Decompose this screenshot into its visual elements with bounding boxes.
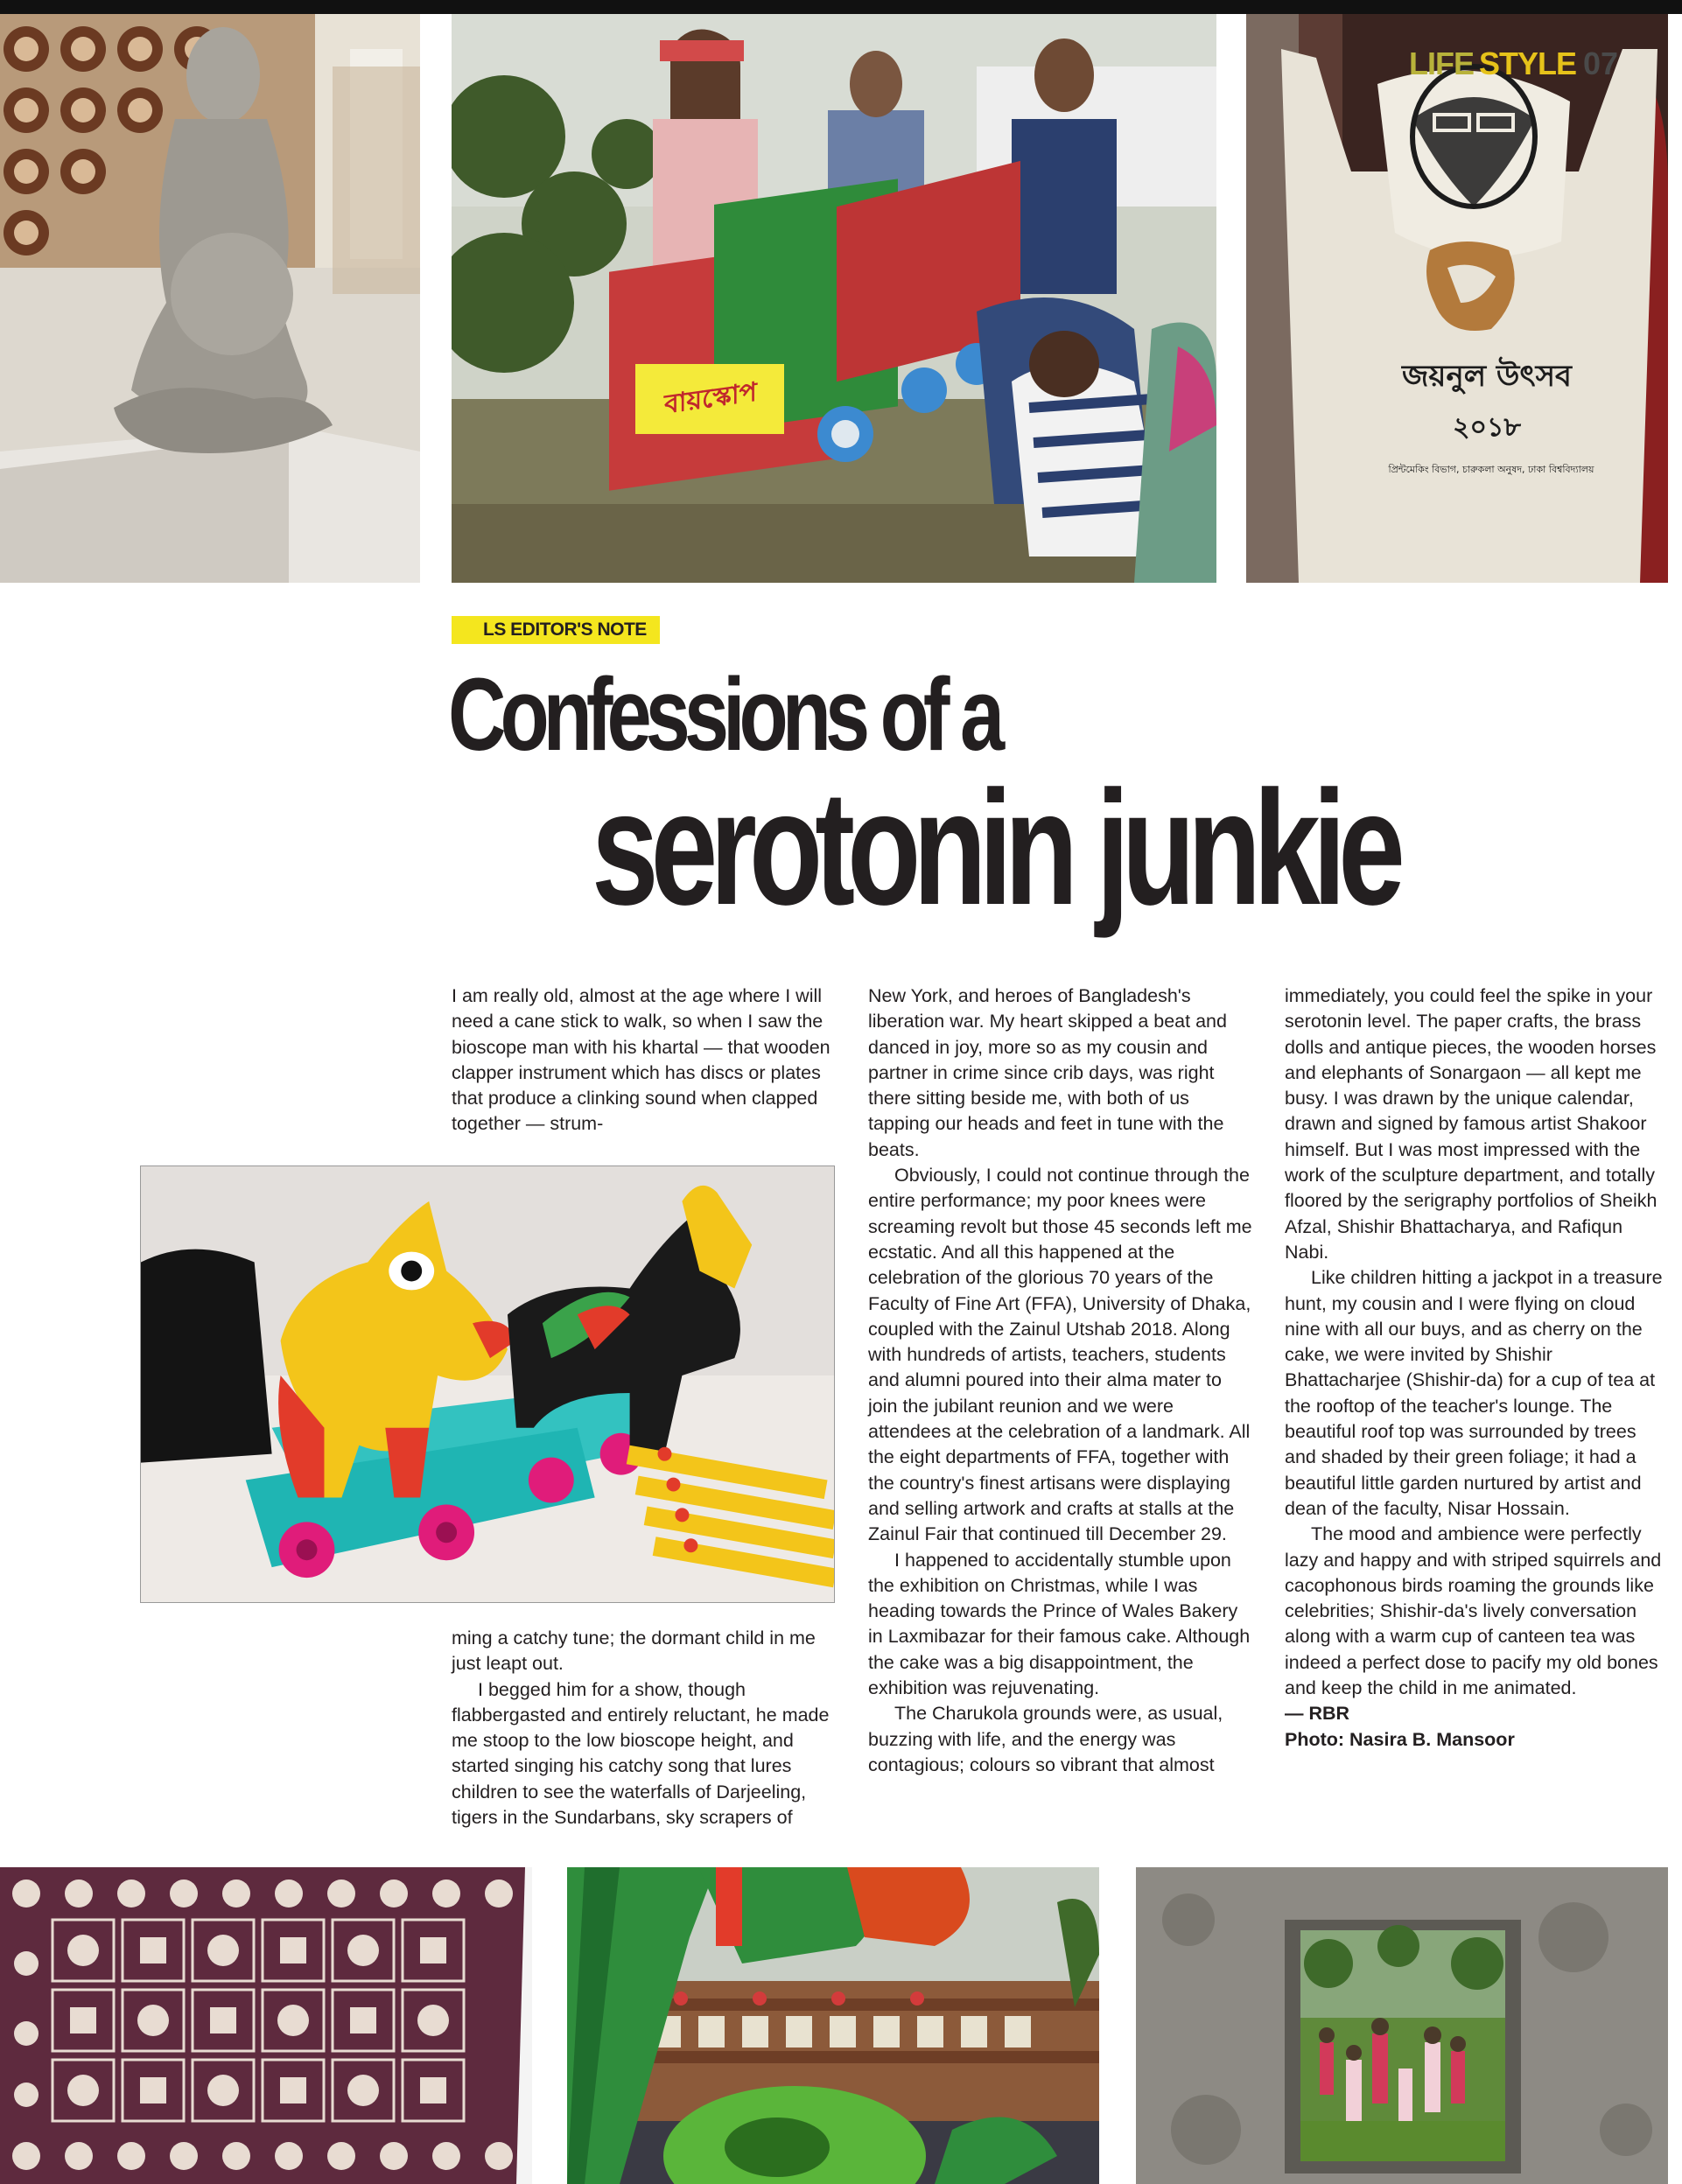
article-paragraph: ming a catchy tune; the dormant child in me just leapt out. <box>452 1628 816 1675</box>
article-column-1-top <box>452 984 833 1138</box>
byline: — RBR <box>1285 1703 1350 1725</box>
article-paragraph: The mood and ambience were perfectly lazy and happy and with striped squirrels and cacophonous birds roaming the grounds like celebrities; Shishir-da's lively conversation along with a warm cup of canteen tea was indeed a perfect dose to pacify my old bones and keep the child in me animated. <box>1285 1523 1662 1699</box>
top-border <box>0 0 1682 14</box>
tote-bag-text-line3: প্রিন্টমেকিং বিভাগ, চারুকলা অনুষদ, ঢাকা বিশ্ববিদ্যালয় <box>1388 464 1594 475</box>
article-column-2 <box>868 984 1255 1778</box>
headline-line-2: serotonin junkie <box>592 758 1398 939</box>
photo-window-view <box>1136 1867 1668 2184</box>
tote-bag-text-line2: ২০১৮ <box>1453 412 1521 443</box>
article-paragraph: immediately, you could feel the spike in your serotonin level. The paper crafts, the brass dolls and antique pieces, the wooden horses and elephants of Sonargaon — all kept me busy. I was drawn by the unique calendar, drawn and signed by famous artist Shakoor himself. But I was most impressed with the work of the sculpture department, and totally floored by the serigraphy portfolios of Sheikh Afzal, Shishir Bhattacharya, and Rafiqun Nabi. <box>1285 985 1657 1263</box>
article-column-1-bottom <box>452 1626 833 1830</box>
photo-wooden-toy <box>567 1867 1099 2184</box>
article-paragraph: The Charukola grounds were, as usual, buzzing with life, and the energy was contagious; colours so vibrant that almost <box>868 1703 1223 1775</box>
article-paragraph: I am really old, almost at the age where I will need a cane stick to walk, so when I saw the bioscope man with his khartal — that wooden clapper instrument which has discs or plates that produce a clinking sound when clapped together — strum- <box>452 985 830 1135</box>
headline-line-1: Confessions of a <box>448 657 999 773</box>
article-paragraph: I begged him for a show, though flabbergasted and entirely reluctant, he made me stoop to the low bioscope height, and started singing his catchy song that lures children to see the waterfalls of Darjeeling, tigers in the Sundarbans, sky scrapers of <box>452 1678 830 1829</box>
photo-tote-bag <box>1246 14 1668 583</box>
tote-bag-text-line1: জয়নুল উৎসব <box>1402 359 1572 394</box>
bioscope-sign-text: বায়স্কোপ <box>664 376 757 421</box>
page-number: 07 <box>1583 46 1619 81</box>
article-paragraph: Like children hitting a jackpot in a treasure hunt, my cousin and I were flying on cloud nine with all our buys, and as cherry on the cake, we were invited by Shishir Bhattacharjee (Shishir-da) for a cup of tea at the rooftop of the teacher's lounge. The beautiful roof top was surrounded by trees and shaded by their green foliage; it had a beautiful little garden nurtured by artist and dean of the faculty, Nisar Hossain. <box>1285 1267 1663 1519</box>
section-tag: LS EDITOR'S NOTE <box>452 616 660 644</box>
article-column-3 <box>1285 984 1671 1753</box>
masthead-life: LIFE <box>1409 46 1474 81</box>
photo-bioscope <box>452 14 1216 583</box>
article-paragraph: New York, and heroes of Bangladesh's liberation war. My heart skipped a beat and danced in joy, more so as my cousin and partner in crime since crib days, was right there sitting beside me, with both of us tapping our heads and feet in tune with the beats. <box>868 985 1227 1160</box>
photo-textile <box>0 1867 532 2184</box>
masthead-style: STYLE <box>1479 46 1577 81</box>
photo-credit: Photo: Nasira B. Mansoor <box>1285 1728 1515 1750</box>
masthead <box>1409 46 1671 80</box>
article-paragraph: I happened to accidentally stumble upon the exhibition on Christmas, while I was heading towards the Prince of Wales Bakery in Laxmibazar for their famous cake. Although the cake was a big disappointment, the exhibition was rejuvenating. <box>868 1549 1251 1699</box>
photo-wooden-horses <box>140 1166 835 1603</box>
photo-sculpture <box>0 14 420 583</box>
article-paragraph: Obviously, I could not continue through the entire performance; my poor knees were screaming revolt but those 45 seconds left me ecstatic. And all this happened at the celebration of the glorious 70 years of the Faculty of Fine Art (FFA), University of Dhaka, coupled with the Zainul Utshab 2018. Along with hundreds of artists, teachers, students and alumni poured into their alma mater to join the jubilant reunion and we were attendees at the celebration of a landmark. All the eight departments of FFA, together with the country's finest artisans were displaying and selling artwork and crafts at stalls at the Zainul Fair that continued till December 29. <box>868 1165 1252 1545</box>
